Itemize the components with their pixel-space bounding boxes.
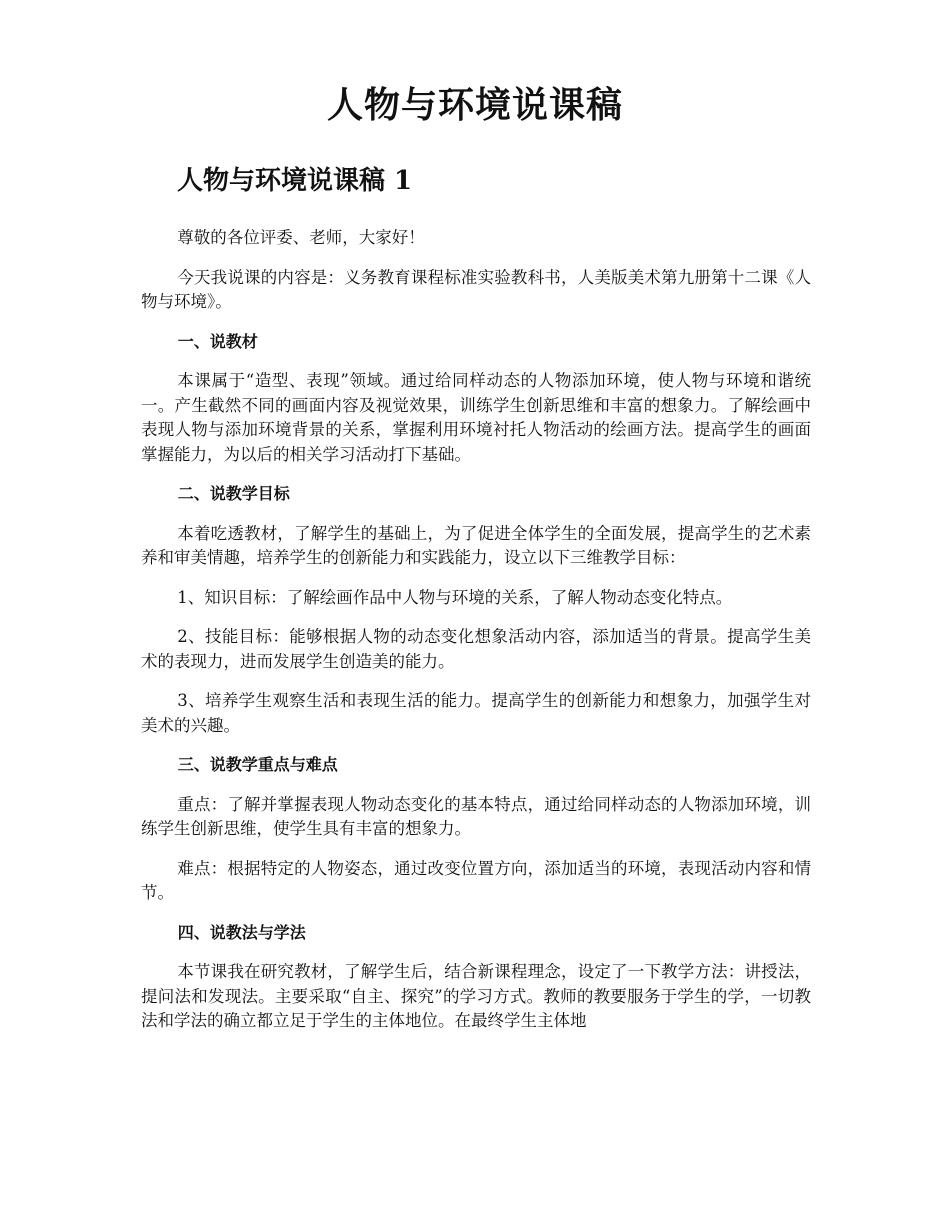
section-title: 人物与环境说课稿 1	[177, 166, 413, 196]
skill-objective-paragraph: 2、技能目标：能够根据人物的动态变化想象活动内容，添加适当的背景。提高学生美术的表现力，进而发展学生创造美的能力。	[141, 627, 811, 671]
section-heading-objectives: 二、说教学目标	[177, 484, 290, 503]
document-body	[141, 226, 811, 1049]
section-heading-methods: 四、说教法与学法	[177, 922, 306, 942]
ability-objective-paragraph: 3、培养学生观察生活和表现生活的能力。提高学生的创新能力和想象力，加强学生对美术的兴趣。	[141, 691, 811, 735]
document-title: 人物与环境说课稿	[326, 84, 623, 126]
objectives-paragraph: 本着吃透教材，了解学生的基础上，为了促进全体学生的全面发展，提高学生的艺术素养和审美情趣，培养学生的创新能力和实践能力，设立以下三维教学目标：	[141, 523, 811, 567]
greeting-paragraph: 尊敬的各位评委、老师，大家好！	[177, 228, 425, 247]
methods-paragraph: 本节课我在研究教材，了解学生后，结合新课程理念，设定了一下教学方法：讲授法，提问法和发现法。主要采取“自主、探究”的学习方式。教师的教要服务于学生的学，一切教法和学法的确立都立足于学生的主体地位。在最终学生主体地	[141, 962, 811, 1030]
difficulty-paragraph: 难点：根据特定的人物姿态，通过改变位置方向，添加适当的环境，表现活动内容和情节。	[141, 858, 811, 902]
intro-paragraph: 今天我说课的内容是：义务教育课程标准实验教科书，人美版美术第九册第十二课《人物与环境》。	[141, 267, 811, 311]
textbook-paragraph: 本课属于“造型、表现”领域。通过给同样动态的人物添加环境，使人物与环境和谐统一。产生截然不同的画面内容及视觉效果，训练学生创新思维和丰富的想象力。了解绘画中表现人物与添加环境背景的关系，掌握利用环境衬托人物活动的绘画方法。提高学生的画面掌握能力，为以后的相关学习活动打下基础。	[141, 371, 811, 464]
key-point-paragraph: 重点：了解并掌握表现人物动态变化的基本特点，通过给同样动态的人物添加环境，训练学生创新思维，使学生具有丰富的想象力。	[141, 794, 811, 838]
knowledge-objective-paragraph: 1、知识目标：了解绘画作品中人物与环境的关系，了解人物动态变化特点。	[177, 587, 733, 607]
section-heading-textbook: 一、说教材	[177, 331, 258, 351]
section-heading-key-points: 三、说教学重点与难点	[177, 755, 338, 774]
